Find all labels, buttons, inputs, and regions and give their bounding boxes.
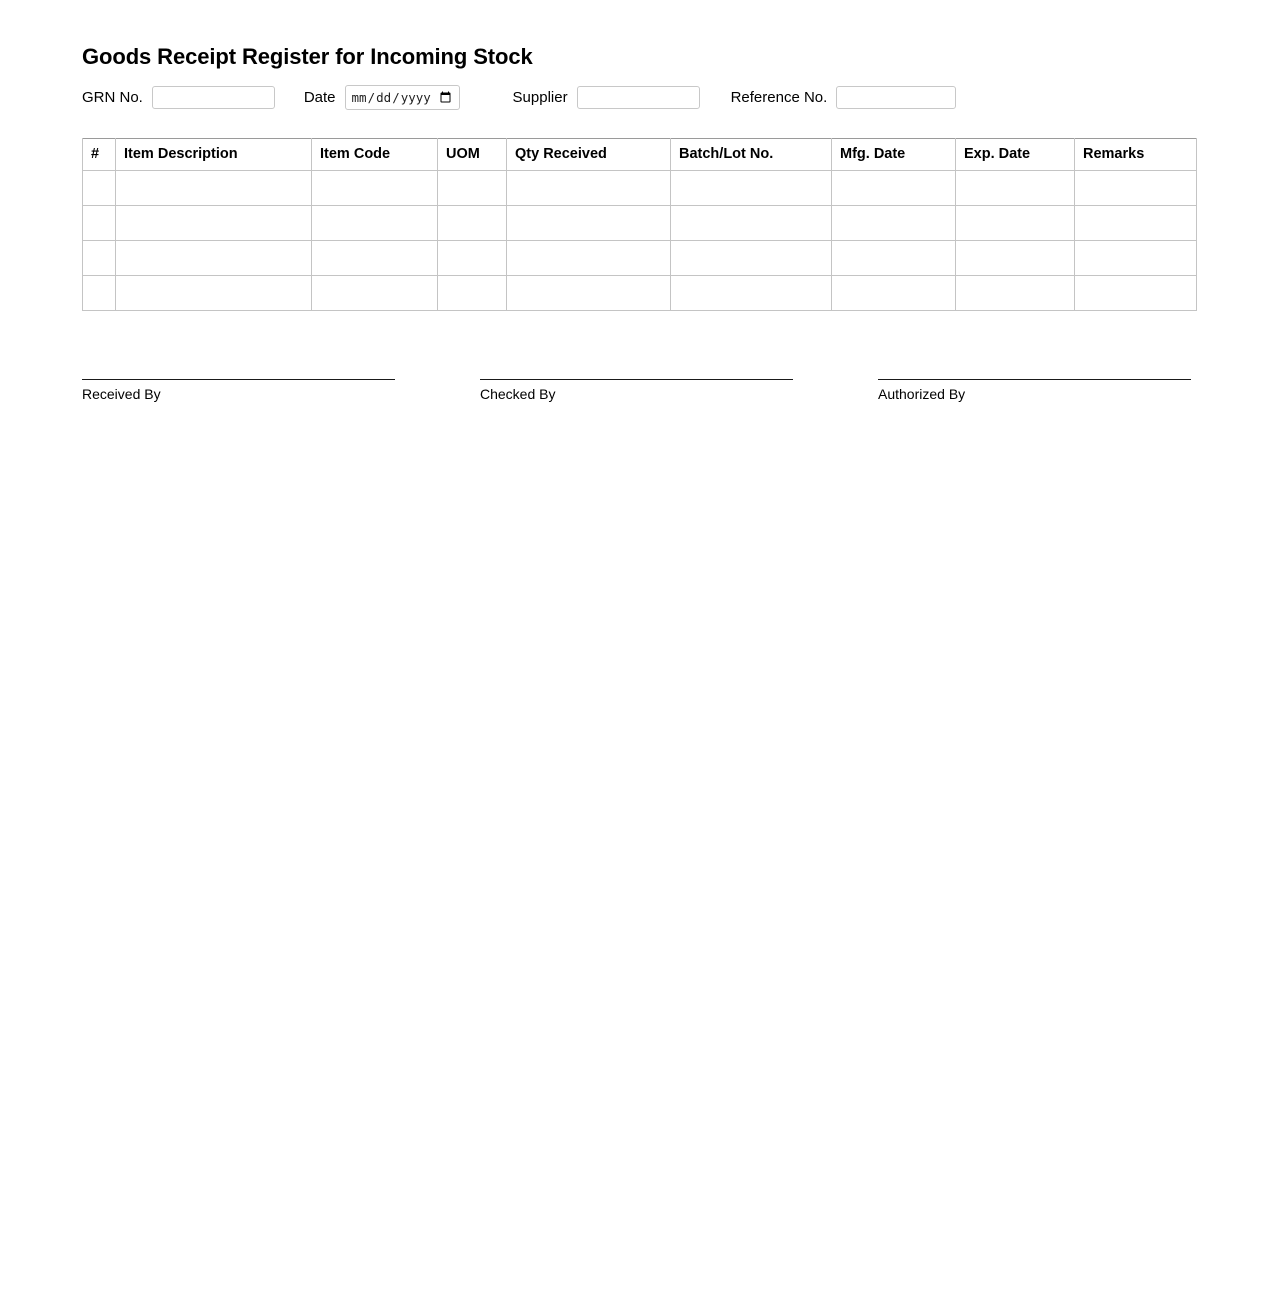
column-header-uom: UOM xyxy=(438,139,507,171)
cell-item-code[interactable] xyxy=(312,241,438,276)
cell-exp-date[interactable] xyxy=(956,171,1075,206)
cell-exp-date[interactable] xyxy=(956,241,1075,276)
signature-label-authorized-by: Authorized By xyxy=(878,386,966,403)
signature-block-authorized-by xyxy=(878,379,1191,403)
table-body xyxy=(83,171,1197,311)
column-header-qty-received: Qty Received xyxy=(507,139,671,171)
cell-item-code[interactable] xyxy=(312,276,438,311)
signature-line xyxy=(878,379,1191,380)
cell-number[interactable] xyxy=(83,241,116,276)
cell-item-code[interactable] xyxy=(312,171,438,206)
cell-uom[interactable] xyxy=(438,276,507,311)
cell-batch-lot-no[interactable] xyxy=(671,206,832,241)
cell-exp-date[interactable] xyxy=(956,276,1075,311)
table-row[interactable] xyxy=(83,206,1197,241)
cell-mfg-date[interactable] xyxy=(832,276,956,311)
cell-qty-received[interactable] xyxy=(507,171,671,206)
cell-mfg-date[interactable] xyxy=(832,171,956,206)
label-reference-no: Reference No. xyxy=(730,88,828,106)
table-row[interactable] xyxy=(83,171,1197,206)
table-head xyxy=(83,139,1197,171)
table-row[interactable] xyxy=(83,276,1197,311)
column-header-exp-date: Exp. Date xyxy=(956,139,1075,171)
field-date xyxy=(304,85,460,110)
cell-qty-received[interactable] xyxy=(507,276,671,311)
cell-item-description[interactable] xyxy=(116,206,312,241)
column-header-number: # xyxy=(83,139,116,171)
signature-block-received-by xyxy=(82,379,395,403)
label-grn-no: GRN No. xyxy=(82,88,143,106)
cell-qty-received[interactable] xyxy=(507,241,671,276)
signature-label-checked-by: Checked By xyxy=(480,386,556,403)
cell-uom[interactable] xyxy=(438,241,507,276)
cell-mfg-date[interactable] xyxy=(832,241,956,276)
cell-number[interactable] xyxy=(83,276,116,311)
cell-item-description[interactable] xyxy=(116,276,312,311)
label-supplier: Supplier xyxy=(512,88,568,106)
page-title: Goods Receipt Register for Incoming Stock xyxy=(82,44,533,69)
column-header-remarks: Remarks xyxy=(1075,139,1197,171)
cell-mfg-date[interactable] xyxy=(832,206,956,241)
field-grn-no xyxy=(82,86,275,109)
signature-row xyxy=(82,379,1198,403)
table-row[interactable] xyxy=(83,241,1197,276)
cell-batch-lot-no[interactable] xyxy=(671,276,832,311)
cell-uom[interactable] xyxy=(438,206,507,241)
column-header-batch-lot-no: Batch/Lot No. xyxy=(671,139,832,171)
signature-label-received-by: Received By xyxy=(82,386,161,403)
grn-no-input[interactable] xyxy=(152,86,275,109)
cell-remarks[interactable] xyxy=(1075,276,1197,311)
reference-no-input[interactable] xyxy=(836,86,956,109)
cell-remarks[interactable] xyxy=(1075,206,1197,241)
cell-exp-date[interactable] xyxy=(956,206,1075,241)
cell-batch-lot-no[interactable] xyxy=(671,241,832,276)
goods-receipt-table xyxy=(82,138,1197,311)
signature-line xyxy=(82,379,395,380)
cell-number[interactable] xyxy=(83,171,116,206)
cell-uom[interactable] xyxy=(438,171,507,206)
signature-block-checked-by xyxy=(480,379,793,403)
cell-batch-lot-no[interactable] xyxy=(671,171,832,206)
supplier-input[interactable] xyxy=(577,86,700,109)
signature-line xyxy=(480,379,793,380)
column-header-item-code: Item Code xyxy=(312,139,438,171)
cell-item-description[interactable] xyxy=(116,241,312,276)
cell-qty-received[interactable] xyxy=(507,206,671,241)
document-page xyxy=(0,0,1278,404)
table-header-row xyxy=(83,139,1197,171)
cell-number[interactable] xyxy=(83,206,116,241)
date-input[interactable] xyxy=(345,85,460,110)
cell-item-description[interactable] xyxy=(116,171,312,206)
field-supplier xyxy=(513,86,700,109)
cell-remarks[interactable] xyxy=(1075,241,1197,276)
column-header-mfg-date: Mfg. Date xyxy=(832,139,956,171)
meta-fields-row xyxy=(82,84,1198,110)
field-reference-no xyxy=(731,86,957,109)
column-header-item-description: Item Description xyxy=(116,139,312,171)
label-date: Date xyxy=(303,88,336,106)
cell-item-code[interactable] xyxy=(312,206,438,241)
cell-remarks[interactable] xyxy=(1075,171,1197,206)
